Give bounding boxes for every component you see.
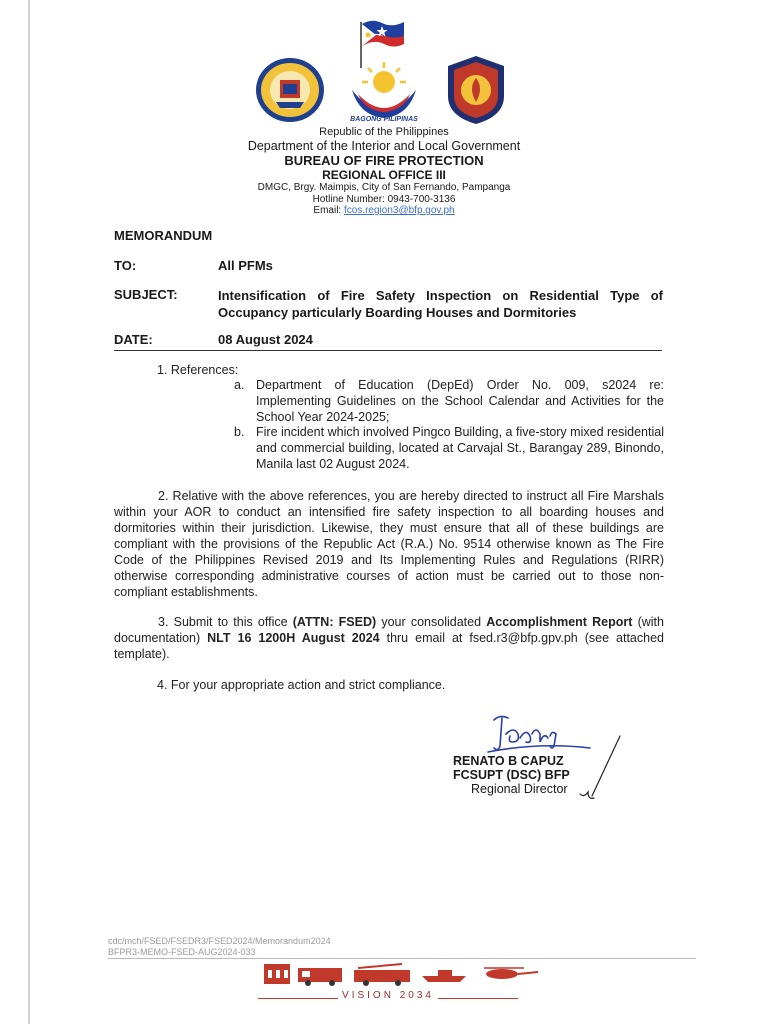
signatory-rank: FCSUPT (DSC) BFP bbox=[453, 768, 570, 782]
reference-a-text: Department of Education (DepEd) Order No. 009, s2024 re: Implementing Guidelines on the School Calendar and Activities for the School Year 2024-2025; bbox=[256, 378, 664, 424]
bagong-pilipinas-logo-icon bbox=[348, 60, 420, 120]
para3-part-e: (with documentation) bbox=[114, 615, 664, 645]
email-link[interactable]: fcos.region3@bfp.gov.ph bbox=[343, 205, 455, 216]
vision-banner bbox=[258, 990, 518, 1006]
references-heading: 1. References: bbox=[157, 363, 239, 377]
para3-report: Accomplishment Report bbox=[486, 615, 633, 629]
paragraph-2: 2. Relative with the above references, you are hereby directed to instruct all Fire Marshals within your AOR to conduct an intensified fire safety inspection to all boarding houses and dormitories within their jurisdiction. Likewise, they must ensure that all of these buildings are compliant with the provisions of the Republic Act (R.A.) No. 9514 otherwise known as The Fire Code of the Philippines Revised 2019 and Its Implementing Rules and Regulations (RIRR) otherwise corresponding administrative courses of action must be carried out to those non-compliant establishments. bbox=[114, 489, 664, 599]
para3-part-g: thru email at fsed.r3@bfp.gpv.ph (see attached template). bbox=[114, 631, 664, 661]
paragraph-3 bbox=[114, 614, 664, 662]
regional-office: REGIONAL OFFICE III bbox=[322, 168, 446, 182]
to-value: All PFMs bbox=[218, 258, 273, 273]
memo-reference-code: BFPR3-MEMO-FSED-AUG2024-033 bbox=[108, 947, 256, 957]
department-line: Department of the Interior and Local Government bbox=[247, 139, 521, 153]
reference-b-letter: b. bbox=[234, 425, 245, 439]
para3-attn: (ATTN: FSED) bbox=[292, 615, 377, 629]
para3-part-c: your consolidated bbox=[376, 615, 487, 629]
signatory-name: RENATO B CAPUZ bbox=[453, 754, 564, 768]
bfp-seal-icon bbox=[254, 56, 326, 124]
republic-line: Republic of the Philippines bbox=[319, 126, 449, 138]
signatory-title: Regional Director bbox=[471, 782, 568, 796]
date-value: 08 August 2024 bbox=[218, 332, 313, 347]
letterhead bbox=[0, 0, 768, 225]
subject-value: Intensification of Fire Safety Inspection on Residential Type of Occupancy particularly Boarding Houses and Dormitories bbox=[218, 288, 663, 320]
hotline-number: Hotline Number: 0943-700-3136 bbox=[312, 194, 456, 205]
email-line bbox=[0, 205, 768, 216]
para3-deadline: NLT 16 1200H August 2024 bbox=[207, 631, 380, 645]
paragraph-4: 4. For your appropriate action and strict compliance. bbox=[157, 678, 446, 692]
para3-part-a: 3. Submit to this office bbox=[158, 615, 293, 629]
office-address: DMGC, Brgy. Maimpis, City of San Fernando, Pampanga bbox=[257, 182, 511, 193]
to-label: TO: bbox=[114, 258, 137, 273]
fire-vehicles-illustration-icon bbox=[262, 958, 542, 986]
reference-a-letter: a. bbox=[234, 378, 245, 392]
vision-line-right bbox=[438, 998, 518, 999]
subject-label: SUBJECT: bbox=[114, 287, 178, 302]
file-reference-code: cdc/mch/FSED/FSEDR3/FSED2024/Memorandum2024 bbox=[108, 936, 331, 946]
reference-a bbox=[234, 377, 664, 425]
bagong-pilipinas-text: BAGONG PILIPINAS bbox=[350, 116, 418, 123]
memo-title: MEMORANDUM bbox=[114, 228, 213, 243]
vision-text: VISION 2034 bbox=[342, 990, 434, 1001]
email-label: Email: bbox=[313, 205, 342, 216]
reference-b-text: Fire incident which involved Pingco Building, a five-story mixed residential and commercial building, located at Carvajal St., Barangay 289, Binondo, Manila last 02 August 2024. bbox=[256, 425, 664, 471]
date-label: DATE: bbox=[114, 332, 153, 347]
reference-b bbox=[234, 424, 664, 472]
bureau-name: BUREAU OF FIRE PROTECTION bbox=[284, 153, 484, 168]
header-divider bbox=[114, 350, 662, 351]
